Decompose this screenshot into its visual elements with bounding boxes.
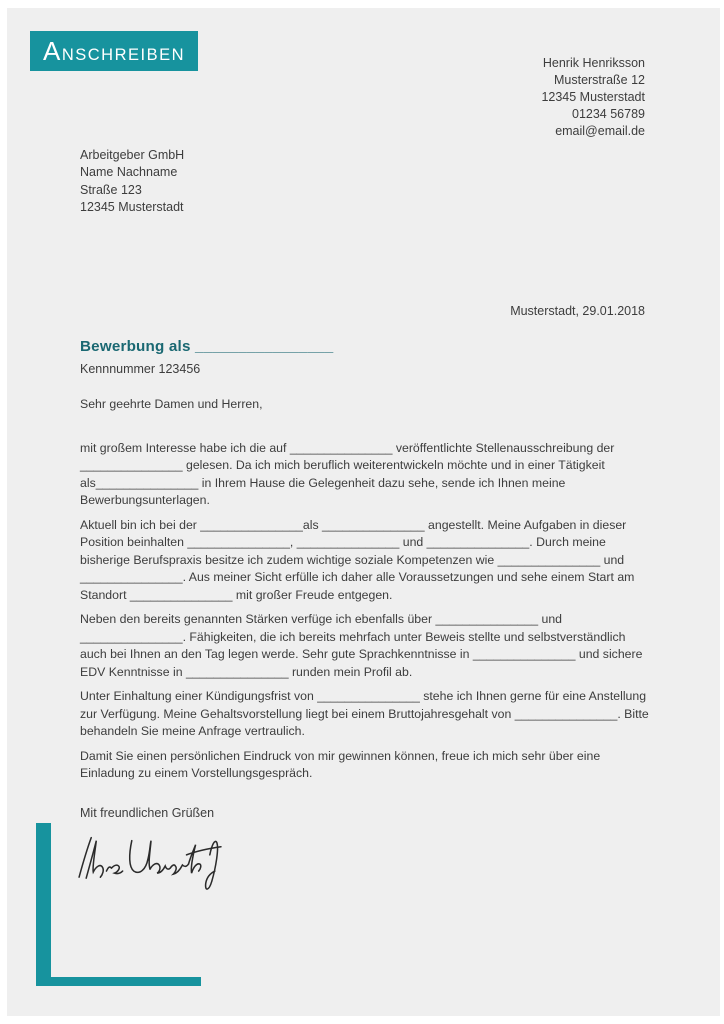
date-line: Musterstadt, 29.01.2018 [510, 304, 645, 318]
sender-email: email@email.de [555, 124, 645, 138]
letter-body [80, 396, 650, 790]
recipient-name: Name Nachname [80, 165, 178, 180]
signature-stroke [150, 864, 189, 875]
paragraph-intro: mit großem Interesse habe ich die auf _______________ veröffentlichte Stellenausschreibung der _______________ gelesen. Da ich mich beruflich weiterentwickeln möchte und in einer Tätigkeit als_______________ in Ihrem Hause die Gelegenheit dazu sehe, sende ich Ihnen meine Bewerbungsunterlagen. [80, 440, 615, 507]
closing-regards: Mit freundlichen Grüßen [80, 806, 215, 820]
signature-stroke [186, 847, 220, 855]
signature-stroke [130, 841, 151, 873]
accent-corner-horizontal-bar [36, 977, 201, 986]
recipient-street: Straße 123 [80, 182, 142, 197]
sender-phone: 01234 56789 [572, 107, 645, 121]
subject-line: Bewerbung als ________________ [80, 338, 334, 355]
recipient-address-block [80, 147, 184, 216]
signature-stroke [189, 845, 201, 873]
salutation: Sehr geehrte Damen und Herren, [80, 397, 263, 411]
paragraph-interview-invite: Damit Sie einen persönlichen Eindruck von mir gewinnen können, freue ich mich sehr über eine Einladung zu einem Vorstellungsgespräch. [80, 748, 601, 780]
document-type-banner [30, 31, 198, 71]
signature-handwriting [73, 832, 225, 898]
paragraph-notice-salary: Unter Einhaltung einer Kündigungsfrist von _______________ stehe ich Ihnen gerne für eine Anstellung zur Verfügung. Meine Gehaltsvorstellung liegt bei einem Bruttojahresgehalt von _______________. Bitte behandeln Sie meine Anfrage vertraulich. [80, 689, 649, 738]
reference-number: Kennnummer 123456 [80, 362, 201, 376]
paragraph-current-position: Aktuell bin ich bei der _______________als _______________ angestellt. Meine Aufgaben in dieser Position beinhalten _______________, _______________ und _______________. Durch meine bisherige Berufspraxis besitze ich zudem wichtige soziale Kompetenzen wie _______________ und _______________. Aus meiner Sicht erfülle ich daher alle Voraussetzungen und sehe einem Start am Standort _______________ mit großer Freude entgegen. [80, 517, 635, 602]
document-type-label: ANSCHREIBEN [43, 36, 186, 66]
sender-street: Musterstraße 12 [553, 73, 645, 87]
signature-stroke [79, 838, 91, 878]
sender-address-block [541, 55, 645, 140]
signature-stroke [106, 865, 122, 873]
paper [7, 8, 720, 1016]
sender-city: 12345 Musterstadt [541, 90, 645, 104]
accent-corner-vertical-bar [36, 823, 51, 986]
recipient-company: Arbeitgeber GmbH [80, 148, 185, 162]
paragraph-strengths: Neben den bereits genannten Stärken verfüge ich ebenfalls über _______________ und _______________. Fähigkeiten, die ich bereits mehrfach unter Beweis stellte und selbstverständlich auch bei Ihnen an den Tag legen werde. Sehr gute Sprachkenntnisse in _______________ und sichere EDV Kenntnisse in _______________ runden mein Profil ab. [80, 612, 643, 679]
recipient-city: 12345 Musterstadt [80, 199, 184, 214]
sender-name: Henrik Henriksson [542, 56, 645, 70]
